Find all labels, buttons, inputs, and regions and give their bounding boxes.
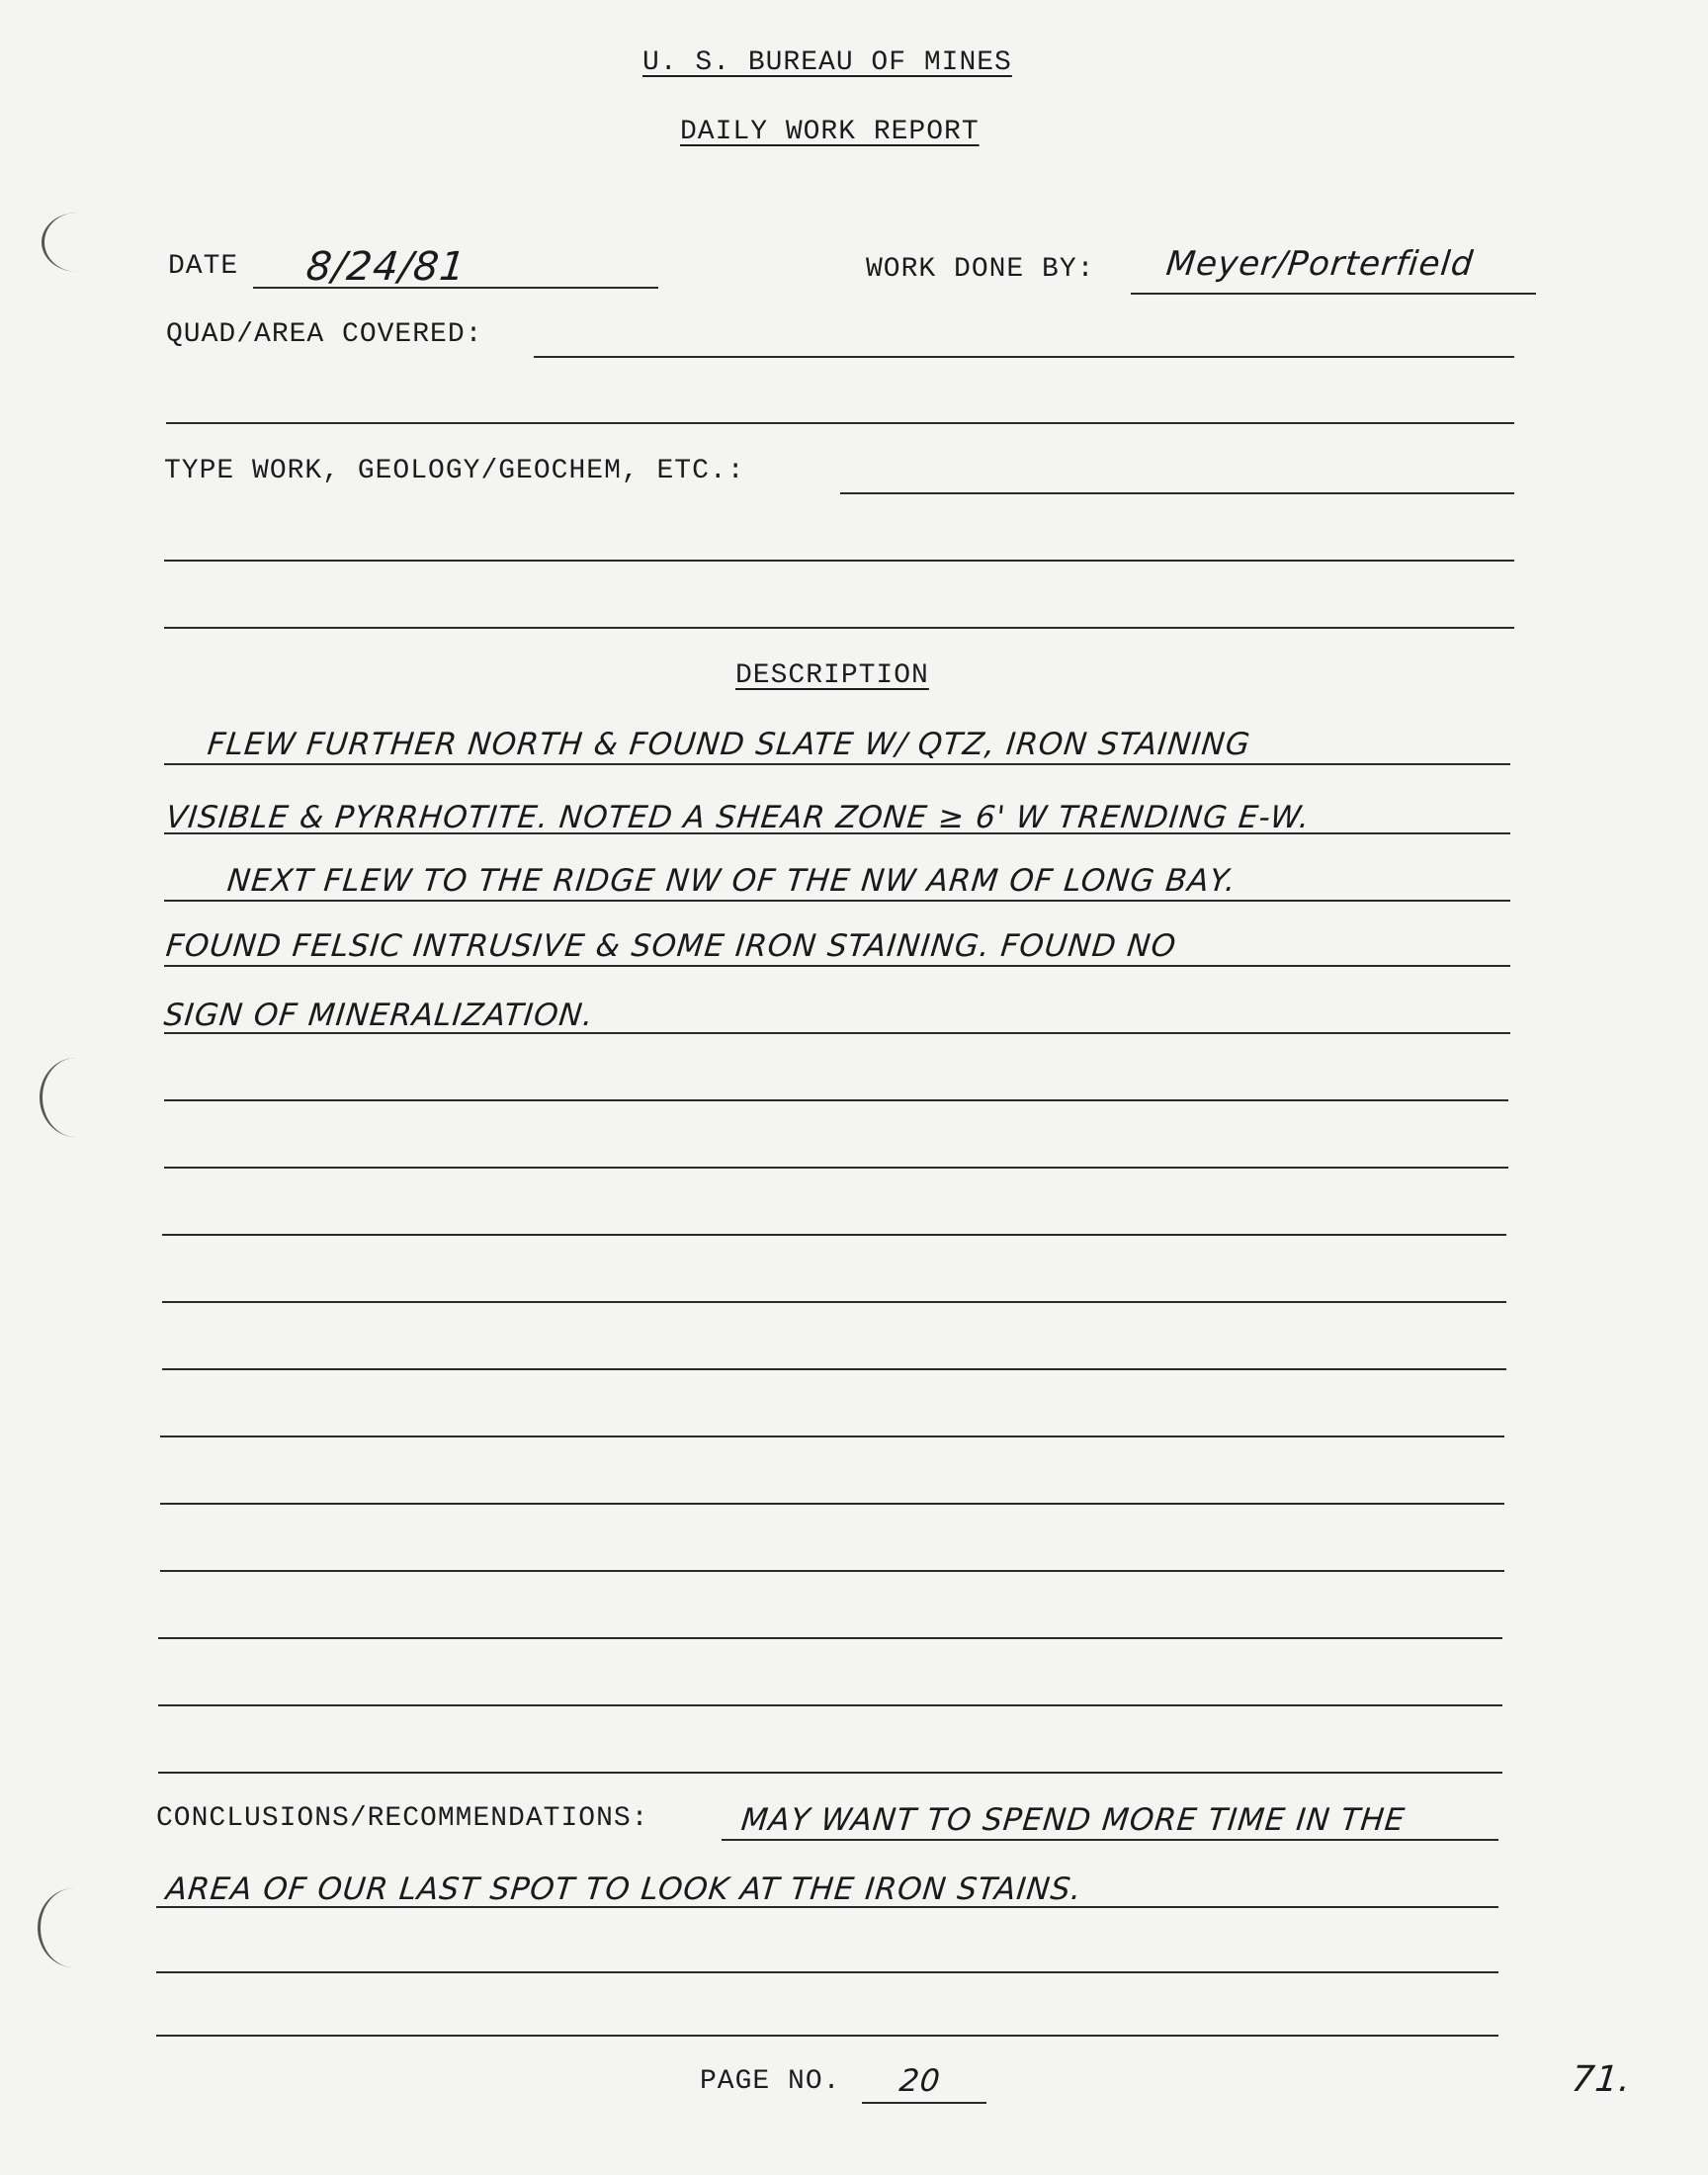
page-number-line: [862, 2102, 986, 2104]
agency-title: U. S. BUREAU OF MINES: [642, 47, 1012, 78]
description-rule-16[interactable]: [158, 1772, 1502, 1774]
description-rule-3: [164, 900, 1510, 902]
conclusions-rule-3[interactable]: [156, 1971, 1498, 1973]
description-rule-7[interactable]: [164, 1167, 1508, 1169]
punch-hole-bottom: [38, 1888, 110, 1967]
quad-area-line-1[interactable]: [534, 356, 1514, 358]
description-rule-6[interactable]: [164, 1099, 1508, 1101]
work-done-by-value[interactable]: Meyer/Porterfield: [1163, 244, 1476, 284]
description-line-3: NEXT FLEW TO THE RIDGE NW OF THE NW ARM OF LONG BAY.: [225, 863, 1238, 899]
description-line-2: VISIBLE & PYRRHOTITE. NOTED A SHEAR ZONE ≥ 6' W TRENDING E-W.: [164, 800, 1313, 835]
type-work-label: TYPE WORK, GEOLOGY/GEOCHEM, ETC.:: [164, 456, 745, 486]
description-rule-2: [164, 832, 1510, 834]
description-rule-15[interactable]: [158, 1704, 1502, 1706]
quad-area-label: QUAD/AREA COVERED:: [166, 319, 483, 350]
description-rule-8[interactable]: [162, 1234, 1506, 1236]
conclusions-rule-4[interactable]: [156, 2035, 1498, 2037]
punch-hole-middle: [40, 1058, 112, 1137]
type-work-line-1[interactable]: [840, 492, 1514, 494]
description-rule-4: [164, 965, 1510, 967]
conclusions-line-2: AREA OF OUR LAST SPOT TO LOOK AT THE IRON STAINS.: [164, 1871, 1084, 1907]
date-label: DATE: [168, 251, 239, 282]
description-line-1: FLEW FURTHER NORTH & FOUND SLATE W/ QTZ, IRON STAINING: [206, 727, 1252, 762]
description-rule-14[interactable]: [158, 1637, 1502, 1639]
sheet-number: 71.: [1569, 2059, 1634, 2100]
quad-area-line-2[interactable]: [166, 422, 1514, 424]
description-rule-12[interactable]: [160, 1503, 1504, 1505]
work-done-by-line: [1131, 293, 1536, 295]
conclusions-rule-2: [156, 1906, 1498, 1908]
description-line-4: FOUND FELSIC INTRUSIVE & SOME IRON STAINING. FOUND NO: [164, 928, 1178, 964]
punch-hole-top: [42, 213, 114, 272]
description-line-5: SIGN OF MINERALIZATION.: [162, 998, 596, 1033]
conclusions-line-1: MAY WANT TO SPEND MORE TIME IN THE: [739, 1802, 1408, 1838]
type-work-line-2[interactable]: [164, 560, 1514, 562]
conclusions-label: CONCLUSIONS/RECOMMENDATIONS:: [156, 1803, 649, 1834]
description-rule-5: [164, 1032, 1510, 1034]
form-title: DAILY WORK REPORT: [680, 117, 980, 147]
description-heading: DESCRIPTION: [735, 660, 929, 691]
description-rule-10[interactable]: [162, 1368, 1506, 1370]
page-number-label: PAGE NO.: [700, 2066, 841, 2097]
description-rule-11[interactable]: [160, 1436, 1504, 1437]
description-rule-1: [164, 763, 1510, 765]
date-value[interactable]: 8/24/81: [303, 244, 469, 290]
conclusions-rule-1: [722, 1839, 1498, 1841]
description-rule-13[interactable]: [160, 1570, 1504, 1572]
type-work-line-3[interactable]: [164, 627, 1514, 629]
description-rule-9[interactable]: [162, 1301, 1506, 1303]
page-number-value[interactable]: 20: [897, 2063, 943, 2099]
work-done-by-label: WORK DONE BY:: [866, 254, 1095, 285]
